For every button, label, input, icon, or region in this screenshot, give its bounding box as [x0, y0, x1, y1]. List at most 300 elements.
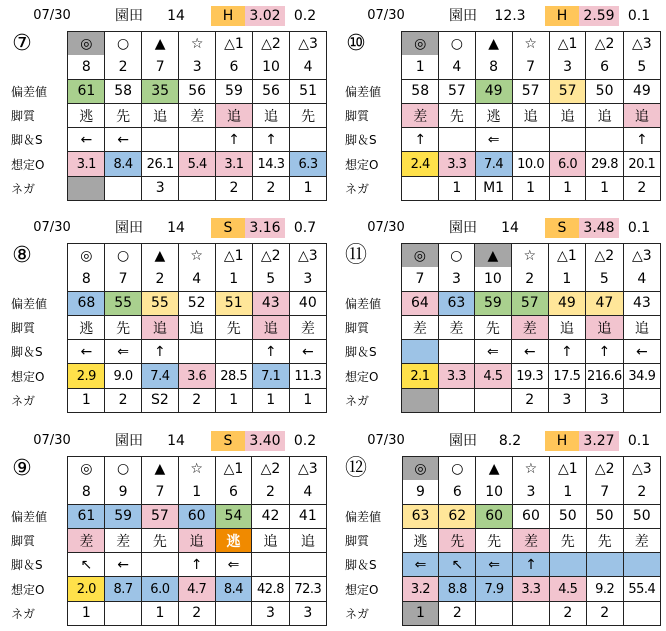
cell-nega: 2 — [216, 176, 253, 200]
cell-style: 差 — [402, 103, 439, 127]
cell-dev: 59 — [475, 291, 512, 315]
cell-arrow: ↑ — [513, 553, 550, 577]
cell-style: 先 — [476, 528, 513, 552]
row-label: 偏差値 — [345, 509, 382, 524]
cell-dev: 64 — [402, 291, 439, 315]
grid-row-sym — [7, 244, 327, 268]
race-number: ⑩ — [346, 31, 366, 56]
grid-row-odds — [7, 364, 327, 388]
cell-odds: 3.1 — [216, 152, 253, 176]
cell-odds: 4.5 — [549, 577, 586, 601]
race-panel — [341, 2, 661, 206]
cell-num: 9 — [402, 480, 439, 504]
cell-dev: 55 — [142, 291, 179, 315]
grid-row-nega — [7, 601, 327, 625]
cell-style: 追 — [142, 103, 179, 127]
cell-nega — [402, 176, 439, 200]
row-label: 脚＆S — [11, 345, 43, 360]
cell-style: 差 — [68, 528, 105, 552]
row-label-empty — [341, 457, 402, 481]
race-date: 07/30 — [367, 220, 405, 235]
cell-nega: 1 — [252, 388, 289, 412]
cell-style: 差 — [289, 315, 326, 339]
cell-num: 3 — [179, 55, 216, 79]
cell-odds: 7.4 — [475, 152, 512, 176]
cell-num: 8 — [68, 480, 105, 504]
cell-nega: 2 — [511, 388, 548, 412]
horse-grid — [7, 456, 327, 626]
grid-row-odds — [341, 152, 661, 176]
cell-arrow: ↑ — [548, 340, 585, 364]
cell-sym: △3 — [289, 244, 326, 268]
cell-arrow — [438, 340, 475, 364]
cell-style: 追 — [216, 103, 253, 127]
cell-dev: 47 — [585, 291, 623, 315]
row-label-empty — [7, 457, 68, 481]
horse-grid — [341, 31, 661, 201]
row-label: ネガ — [345, 181, 370, 196]
cell-odds: 29.8 — [586, 152, 623, 176]
cell-num: 2 — [142, 267, 179, 291]
cell-odds: 14.3 — [252, 152, 289, 176]
grid-row-sym — [341, 32, 661, 56]
cell-nega: 3 — [252, 601, 289, 625]
cell-arrow: ⇐ — [105, 340, 142, 364]
row-label: 偏差値 — [11, 296, 48, 311]
cell-dev: 63 — [402, 504, 439, 528]
cell-odds: 3.3 — [438, 364, 475, 388]
diff-value: 0.1 — [627, 220, 651, 236]
race-value: 14 — [501, 220, 519, 236]
cell-odds: 3.3 — [439, 152, 476, 176]
cell-num: 5 — [585, 267, 623, 291]
cell-num: 8 — [475, 55, 512, 79]
cell-nega: 3 — [585, 388, 623, 412]
cell-sym: ▲ — [142, 457, 179, 481]
cell-dev: 51 — [290, 79, 327, 103]
cell-odds: 8.4 — [215, 577, 252, 601]
cell-arrow — [586, 553, 623, 577]
cell-style: 追 — [586, 103, 623, 127]
cell-nega: 2 — [252, 176, 289, 200]
row-label: 想定O — [11, 369, 45, 384]
race-date: 07/30 — [367, 433, 405, 448]
cell-num: 2 — [252, 480, 289, 504]
cell-style: 差 — [105, 528, 142, 552]
cell-dev: 52 — [178, 291, 215, 315]
cell-arrow: ← — [511, 340, 548, 364]
cell-sym: △3 — [289, 457, 326, 481]
race-value: 12.3 — [494, 8, 526, 24]
cell-num: 3 — [438, 267, 475, 291]
cell-num: 2 — [511, 267, 548, 291]
cell-sym: △2 — [585, 244, 623, 268]
row-label: 想定O — [345, 369, 379, 384]
cell-num: 1 — [548, 267, 585, 291]
row-label: 想定O — [345, 157, 379, 172]
race-number: ⑦ — [12, 31, 32, 56]
cell-style: 先 — [290, 103, 327, 127]
row-label: 脚質 — [11, 109, 36, 124]
cell-dev: 59 — [105, 504, 142, 528]
cell-odds: 26.1 — [142, 152, 179, 176]
cell-sym: ▲ — [475, 244, 512, 268]
horse-grid — [7, 243, 327, 413]
cell-arrow: ↑ — [252, 340, 289, 364]
cell-nega — [438, 388, 475, 412]
cell-nega — [215, 601, 252, 625]
cell-odds: 20.1 — [623, 152, 660, 176]
cell-odds: 11.3 — [289, 364, 326, 388]
cell-nega: 3 — [289, 601, 326, 625]
cell-sym: ○ — [438, 244, 475, 268]
cell-num: 3 — [289, 267, 326, 291]
cell-odds: 10.0 — [512, 152, 549, 176]
cell-dev: 61 — [68, 79, 105, 103]
cell-nega: 2 — [105, 388, 142, 412]
cell-nega: 2 — [178, 388, 215, 412]
cell-style: 先 — [475, 315, 512, 339]
cell-sym: △3 — [623, 244, 660, 268]
race-panel — [7, 2, 327, 206]
race-date: 07/30 — [33, 8, 71, 23]
race-header — [7, 2, 327, 24]
track-code: S — [211, 218, 245, 238]
cell-sym: △1 — [549, 32, 586, 56]
cell-style: 先 — [105, 103, 142, 127]
cell-dev: 57 — [439, 79, 476, 103]
row-label: 想定O — [11, 582, 45, 597]
cell-style: 差 — [513, 528, 550, 552]
grid-row-odds — [341, 577, 661, 601]
horse-grid — [7, 31, 327, 201]
grid-row-num — [341, 480, 661, 504]
cell-odds: 4.7 — [178, 577, 215, 601]
row-label: 脚質 — [345, 534, 370, 549]
cell-arrow: ↑ — [142, 340, 179, 364]
grid-row-num — [7, 55, 327, 79]
cell-odds: 3.6 — [178, 364, 215, 388]
cell-sym: △2 — [252, 32, 289, 56]
horse-grid — [341, 243, 661, 413]
cell-dev: 35 — [142, 79, 179, 103]
venue-name: 園田 — [449, 8, 477, 24]
grid-row-odds — [341, 364, 661, 388]
cell-arrow: ⇐ — [475, 340, 512, 364]
cell-style: 追 — [623, 315, 660, 339]
grid-row-nega — [7, 176, 327, 200]
cell-arrow — [586, 128, 623, 152]
cell-num: 4 — [289, 480, 326, 504]
cell-style: 追 — [623, 103, 660, 127]
cell-arrow: ⇐ — [475, 128, 512, 152]
cell-odds: 6.0 — [142, 577, 179, 601]
cell-odds: 9.2 — [586, 577, 623, 601]
cell-style: 逃 — [215, 528, 252, 552]
venue-name: 園田 — [115, 220, 143, 236]
cell-num: 1 — [402, 55, 439, 79]
cell-odds: 7.9 — [476, 577, 513, 601]
cell-style: 差 — [438, 315, 475, 339]
row-label: ネガ — [345, 393, 370, 408]
cell-sym: ☆ — [179, 32, 216, 56]
cell-num: 7 — [402, 267, 439, 291]
cell-arrow: ⇐ — [402, 553, 439, 577]
track-code: S — [211, 431, 245, 451]
cell-arrow: ↑ — [402, 128, 439, 152]
cell-style: 追 — [548, 315, 585, 339]
cell-sym: ◎ — [68, 244, 105, 268]
cell-odds: 7.4 — [142, 364, 179, 388]
cell-dev: 55 — [105, 291, 142, 315]
index-value: 2.59 — [579, 6, 619, 26]
grid-row-arrow — [7, 553, 327, 577]
cell-dev: 59 — [216, 79, 253, 103]
cell-nega — [402, 388, 439, 412]
cell-sym: △1 — [549, 457, 586, 481]
cell-arrow: ↑ — [585, 340, 623, 364]
race-header — [7, 427, 327, 449]
cell-num: 1 — [178, 480, 215, 504]
row-label-empty — [7, 244, 68, 268]
cell-dev: 57 — [511, 291, 548, 315]
grid-row-dev — [341, 291, 661, 315]
grid-row-num — [341, 55, 661, 79]
cell-style: 追 — [252, 315, 289, 339]
race-number: ⑫ — [344, 456, 367, 481]
cell-nega — [476, 601, 513, 625]
cell-num: 4 — [439, 55, 476, 79]
cell-style: 逃 — [475, 103, 512, 127]
row-label: 偏差値 — [11, 84, 48, 99]
index-value: 3.48 — [579, 218, 619, 238]
race-date: 07/30 — [367, 8, 405, 23]
cell-nega: 2 — [439, 601, 476, 625]
cell-num: 4 — [290, 55, 327, 79]
cell-odds: 6.0 — [549, 152, 586, 176]
cell-style: 逃 — [68, 315, 105, 339]
race-value: 14 — [167, 8, 185, 24]
cell-odds: 8.7 — [105, 577, 142, 601]
row-label: 偏差値 — [345, 296, 382, 311]
cell-nega: 1 — [68, 601, 105, 625]
row-label-empty — [341, 480, 402, 504]
race-value: 14 — [167, 220, 185, 236]
grid-row-sym — [341, 244, 661, 268]
row-label: 脚質 — [11, 321, 36, 336]
grid-row-dev — [7, 291, 327, 315]
cell-style: 先 — [215, 315, 252, 339]
cell-odds: 55.4 — [623, 577, 660, 601]
cell-dev: 50 — [586, 79, 623, 103]
cell-style: 追 — [142, 315, 179, 339]
cell-nega — [105, 176, 142, 200]
grid-row-odds — [7, 577, 327, 601]
venue-name: 園田 — [449, 433, 477, 449]
cell-num: 2 — [105, 55, 142, 79]
cell-nega — [623, 601, 660, 625]
race-value: 14 — [167, 433, 185, 449]
cell-sym: △3 — [290, 32, 327, 56]
cell-dev: 60 — [513, 504, 550, 528]
cell-sym: △2 — [252, 244, 289, 268]
grid-row-dev — [7, 79, 327, 103]
grid-row-arrow — [341, 340, 661, 364]
cell-nega: 1 — [215, 388, 252, 412]
cell-odds: 8.8 — [439, 577, 476, 601]
cell-style: 逃 — [68, 103, 105, 127]
cell-nega: S2 — [142, 388, 179, 412]
race-date: 07/30 — [33, 220, 71, 235]
cell-num: 6 — [215, 480, 252, 504]
cell-nega — [105, 601, 142, 625]
cell-dev: 43 — [623, 291, 660, 315]
grid-row-nega — [341, 601, 661, 625]
index-value: 3.40 — [245, 431, 285, 451]
cell-num: 10 — [252, 55, 289, 79]
cell-arrow: ↑ — [623, 128, 660, 152]
cell-dev: 43 — [252, 291, 289, 315]
cell-odds: 28.5 — [215, 364, 252, 388]
cell-odds: 2.1 — [402, 364, 439, 388]
row-label: 脚質 — [345, 109, 370, 124]
cell-dev: 54 — [215, 504, 252, 528]
cell-sym: ☆ — [513, 457, 550, 481]
cell-sym: ○ — [439, 457, 476, 481]
cell-odds: 3.2 — [402, 577, 439, 601]
row-label: 想定O — [11, 157, 45, 172]
cell-nega: 1 — [549, 176, 586, 200]
cell-arrow: ← — [623, 340, 660, 364]
cell-num: 10 — [476, 480, 513, 504]
cell-arrow — [289, 553, 326, 577]
row-label: 偏差値 — [11, 509, 48, 524]
grid-row-nega — [341, 388, 661, 412]
cell-num: 5 — [252, 267, 289, 291]
cell-style: 先 — [586, 528, 623, 552]
row-label-empty — [341, 32, 402, 56]
cell-style: 先 — [142, 528, 179, 552]
race-header — [341, 427, 661, 449]
cell-nega: 1 — [402, 601, 439, 625]
race-panel — [341, 427, 661, 631]
cell-sym: △2 — [586, 457, 623, 481]
cell-sym: △2 — [252, 457, 289, 481]
cell-dev: 58 — [402, 79, 439, 103]
cell-arrow — [549, 128, 586, 152]
cell-nega: 1 — [289, 388, 326, 412]
grid-row-style — [7, 315, 327, 339]
cell-arrow: ← — [68, 128, 105, 152]
row-label-empty — [341, 244, 402, 268]
row-label: ネガ — [11, 181, 36, 196]
cell-odds: 5.4 — [179, 152, 216, 176]
row-label-empty — [7, 480, 68, 504]
grid-row-num — [7, 267, 327, 291]
cell-style: 追 — [178, 315, 215, 339]
cell-style: 差 — [511, 315, 548, 339]
cell-odds: 4.5 — [475, 364, 512, 388]
row-label: ネガ — [11, 606, 36, 621]
grid-row-style — [7, 103, 327, 127]
cell-dev: 57 — [142, 504, 179, 528]
cell-num: 7 — [512, 55, 549, 79]
cell-dev: 60 — [476, 504, 513, 528]
grid-row-odds — [7, 152, 327, 176]
cell-odds: 72.3 — [289, 577, 326, 601]
cell-sym: ◎ — [402, 457, 439, 481]
cell-sym: ○ — [105, 32, 142, 56]
cell-nega: 1 — [142, 601, 179, 625]
index-value: 3.27 — [579, 431, 619, 451]
cell-style: 先 — [439, 528, 476, 552]
grid-row-nega — [7, 388, 327, 412]
cell-nega — [179, 176, 216, 200]
diff-value: 0.1 — [627, 433, 651, 449]
cell-nega: 3 — [142, 176, 179, 200]
cell-num: 8 — [68, 55, 105, 79]
cell-nega: 2 — [178, 601, 215, 625]
cell-style: 追 — [549, 103, 586, 127]
cell-dev: 51 — [215, 291, 252, 315]
row-label: 脚＆S — [345, 133, 377, 148]
cell-arrow — [290, 128, 327, 152]
cell-style: 追 — [585, 315, 623, 339]
cell-num: 6 — [586, 55, 623, 79]
grid-row-dev — [341, 504, 661, 528]
cell-num: 9 — [105, 480, 142, 504]
grid-row-arrow — [341, 128, 661, 152]
cell-sym: ○ — [105, 457, 142, 481]
cell-sym: △1 — [216, 32, 253, 56]
cell-odds: 216.6 — [585, 364, 623, 388]
cell-style: 差 — [179, 103, 216, 127]
cell-num: 7 — [142, 480, 179, 504]
cell-arrow — [549, 553, 586, 577]
cell-dev: 63 — [438, 291, 475, 315]
cell-arrow: ↖ — [68, 553, 105, 577]
cell-num: 7 — [586, 480, 623, 504]
cell-num: 4 — [623, 267, 660, 291]
cell-odds: 42.8 — [252, 577, 289, 601]
cell-sym: ☆ — [511, 244, 548, 268]
race-value: 8.2 — [498, 433, 522, 449]
cell-sym: ☆ — [512, 32, 549, 56]
cell-dev: 61 — [68, 504, 105, 528]
cell-arrow: ↑ — [252, 128, 289, 152]
cell-sym: ○ — [105, 244, 142, 268]
row-label: 脚＆S — [345, 558, 377, 573]
race-number: ⑧ — [12, 243, 32, 268]
cell-nega: 3 — [548, 388, 585, 412]
cell-num: 7 — [105, 267, 142, 291]
cell-style: 追 — [252, 528, 289, 552]
race-header — [7, 214, 327, 236]
cell-num: 7 — [142, 55, 179, 79]
cell-sym: △3 — [623, 457, 660, 481]
cell-nega — [513, 601, 550, 625]
grid-row-style — [341, 103, 661, 127]
row-label-empty — [7, 267, 68, 291]
cell-arrow: ⇐ — [215, 553, 252, 577]
cell-nega — [68, 176, 105, 200]
cell-nega: 2 — [549, 601, 586, 625]
cell-style: 先 — [105, 315, 142, 339]
cell-num: 3 — [513, 480, 550, 504]
row-label: ネガ — [345, 606, 370, 621]
grid-row-dev — [7, 504, 327, 528]
cell-odds: 34.9 — [623, 364, 660, 388]
